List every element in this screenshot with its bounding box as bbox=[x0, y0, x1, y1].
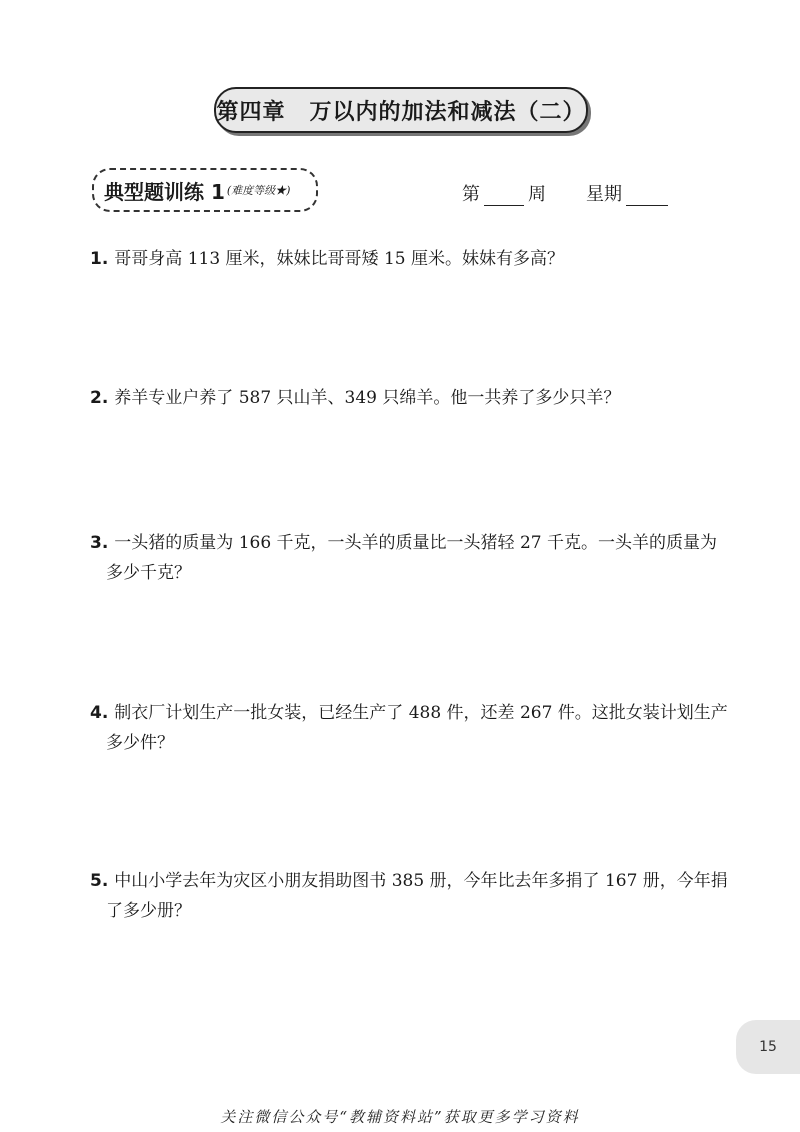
section-title-box bbox=[92, 168, 318, 212]
page-number-tab bbox=[736, 1020, 800, 1074]
question-text-cont: 多少件？ bbox=[106, 733, 174, 753]
chapter-label: 第四章 bbox=[216, 98, 286, 125]
page-number: 15 bbox=[759, 1039, 777, 1055]
question-number: 1. bbox=[90, 249, 109, 269]
weekday-blank[interactable] bbox=[626, 185, 668, 206]
question-1 bbox=[90, 244, 730, 274]
question-text: 哥哥身高 113 厘米，妹妹比哥哥矮 15 厘米。妹妹有多高？ bbox=[114, 249, 564, 269]
question-number: 2. bbox=[90, 388, 109, 408]
week-prefix: 第 bbox=[462, 184, 480, 205]
question-2 bbox=[90, 383, 730, 413]
question-text: 中山小学去年为灾区小朋友捐助图书 385 册，今年比去年多捐了 167 册，今年捐 bbox=[114, 871, 728, 891]
question-text: 养羊专业户养了 587 只山羊、349 只绵羊。他一共养了多少只羊？ bbox=[114, 388, 621, 408]
weekday-label: 星期 bbox=[586, 184, 622, 205]
question-4 bbox=[90, 698, 730, 758]
question-3 bbox=[90, 528, 730, 588]
question-number: 3. bbox=[90, 533, 109, 553]
question-5 bbox=[90, 866, 730, 926]
question-text-cont: 多少千克？ bbox=[106, 563, 191, 583]
chapter-banner bbox=[214, 87, 588, 133]
question-text-cont: 了多少册？ bbox=[106, 901, 191, 921]
footer-note: 关注微信公众号“教辅资料站”获取更多学习资料 bbox=[220, 1108, 580, 1126]
week-day-line bbox=[462, 180, 668, 206]
question-number: 5. bbox=[90, 871, 109, 891]
question-number: 4. bbox=[90, 703, 109, 723]
chapter-title: 万以内的加法和减法（二） bbox=[309, 98, 586, 125]
question-text: 一头猪的质量为 166 千克，一头羊的质量比一头猪轻 27 千克。一头羊的质量为 bbox=[114, 533, 717, 553]
section-title: 典型题训练 1 bbox=[104, 179, 225, 204]
difficulty-label: (难度等级★) bbox=[226, 184, 291, 197]
question-text: 制衣厂计划生产一批女装，已经生产了 488 件，还差 267 件。这批女装计划生产 bbox=[114, 703, 728, 723]
week-number-blank[interactable] bbox=[484, 185, 524, 206]
week-suffix: 周 bbox=[528, 184, 546, 205]
